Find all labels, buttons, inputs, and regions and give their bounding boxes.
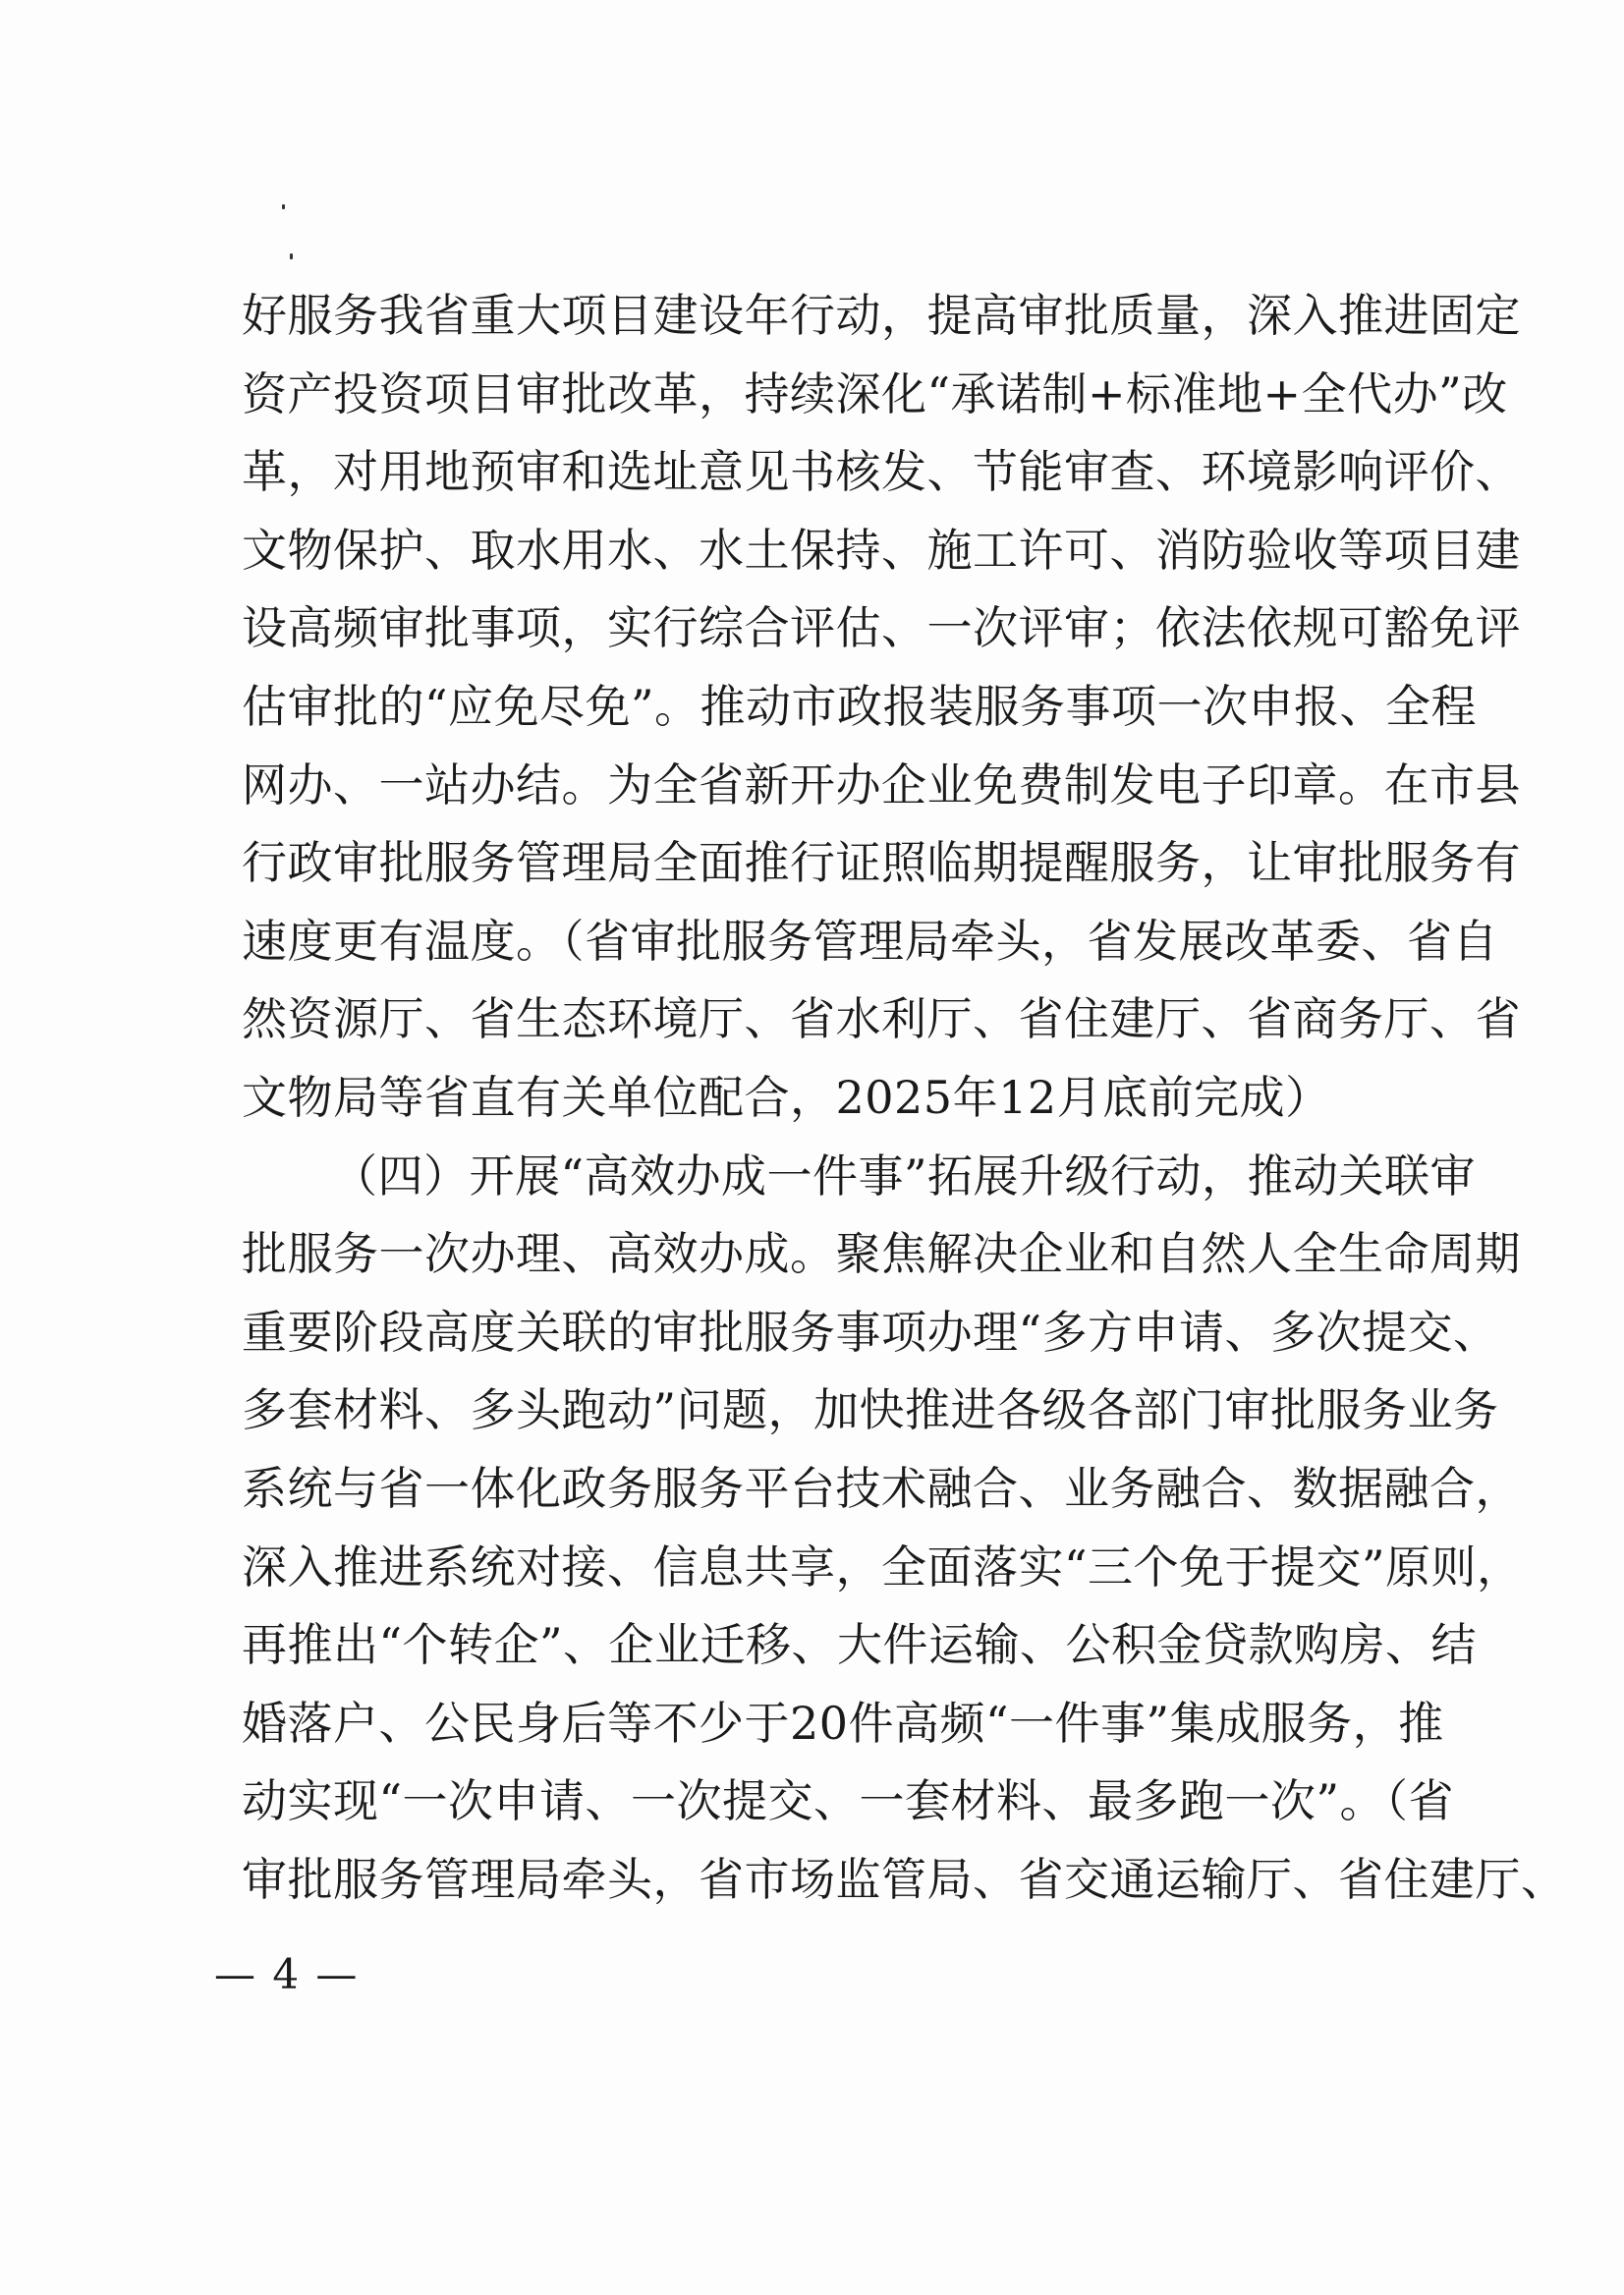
section-heading-line: （四）开展“高效办成一件事”拓展升级行动，推动关联审 [332, 1148, 1477, 1203]
body-line: 估审批的“应免尽免”。推动市政报装服务事项一次申报、全程 [242, 679, 1478, 733]
body-line: 再推出“个转企”、企业迁移、大件运输、公积金贷款购房、结 [242, 1618, 1478, 1672]
body-text [242, 277, 1567, 1919]
body-line: 资产投资项目审批改革，持续深化“承诺制+标准地+全代办”改 [242, 366, 1508, 420]
scan-speck [282, 204, 285, 209]
body-line: 行政审批服务管理局全面推行证照临期提醒服务，让审批服务有 [242, 836, 1521, 890]
body-line: 好服务我省重大项目建设年行动，提高审批质量，深入推进固定 [242, 289, 1521, 342]
page-number: — 4 — [214, 1950, 360, 1998]
body-line: 革，对用地预审和选址意见书核发、节能审查、环境影响评价、 [242, 445, 1521, 499]
body-line: 然资源厅、省生态环境厅、省水利厅、省住建厅、省商务厅、省 [242, 992, 1521, 1046]
body-line: 网办、一站办结。为全省新开办企业免费制发电子印章。在市县 [242, 757, 1521, 812]
body-line: 设高频审批事项，实行综合评估、一次评审；依法依规可豁免评 [242, 601, 1521, 655]
body-line: 动实现“一次申请、一次提交、一套材料、最多跑一次”。（省 [242, 1774, 1455, 1828]
body-line: 深入推进系统对接、信息共享，全面落实“三个免于提交”原则， [242, 1539, 1523, 1594]
body-line: 文物保护、取水用水、水土保持、施工许可、消防验收等项目建 [242, 523, 1521, 577]
body-line: 重要阶段高度关联的审批服务事项办理“多方申请、多次提交、 [242, 1305, 1499, 1359]
body-line: 批服务一次办理、高效办成。聚焦解决企业和自然人全生命周期 [242, 1227, 1521, 1281]
body-line: 婚落户、公民身后等不少于20件高频“一件事”集成服务，推 [242, 1696, 1444, 1750]
scan-speck [290, 253, 293, 259]
body-line: 审批服务管理局牵头，省市场监管局、省交通运输厅、省住建厅、 [242, 1852, 1567, 1906]
body-line: 系统与省一体化政务服务平台技术融合、业务融合、数据融合， [242, 1461, 1521, 1515]
body-line: 多套材料、多头跑动”问题，加快推进各级各部门审批服务业务 [242, 1383, 1499, 1437]
body-line: 速度更有温度。（省审批服务管理局牵头，省发展改革委、省自 [242, 914, 1498, 968]
body-line: 文物局等省直有关单位配合，2025年12月底前完成） [242, 1070, 1331, 1124]
